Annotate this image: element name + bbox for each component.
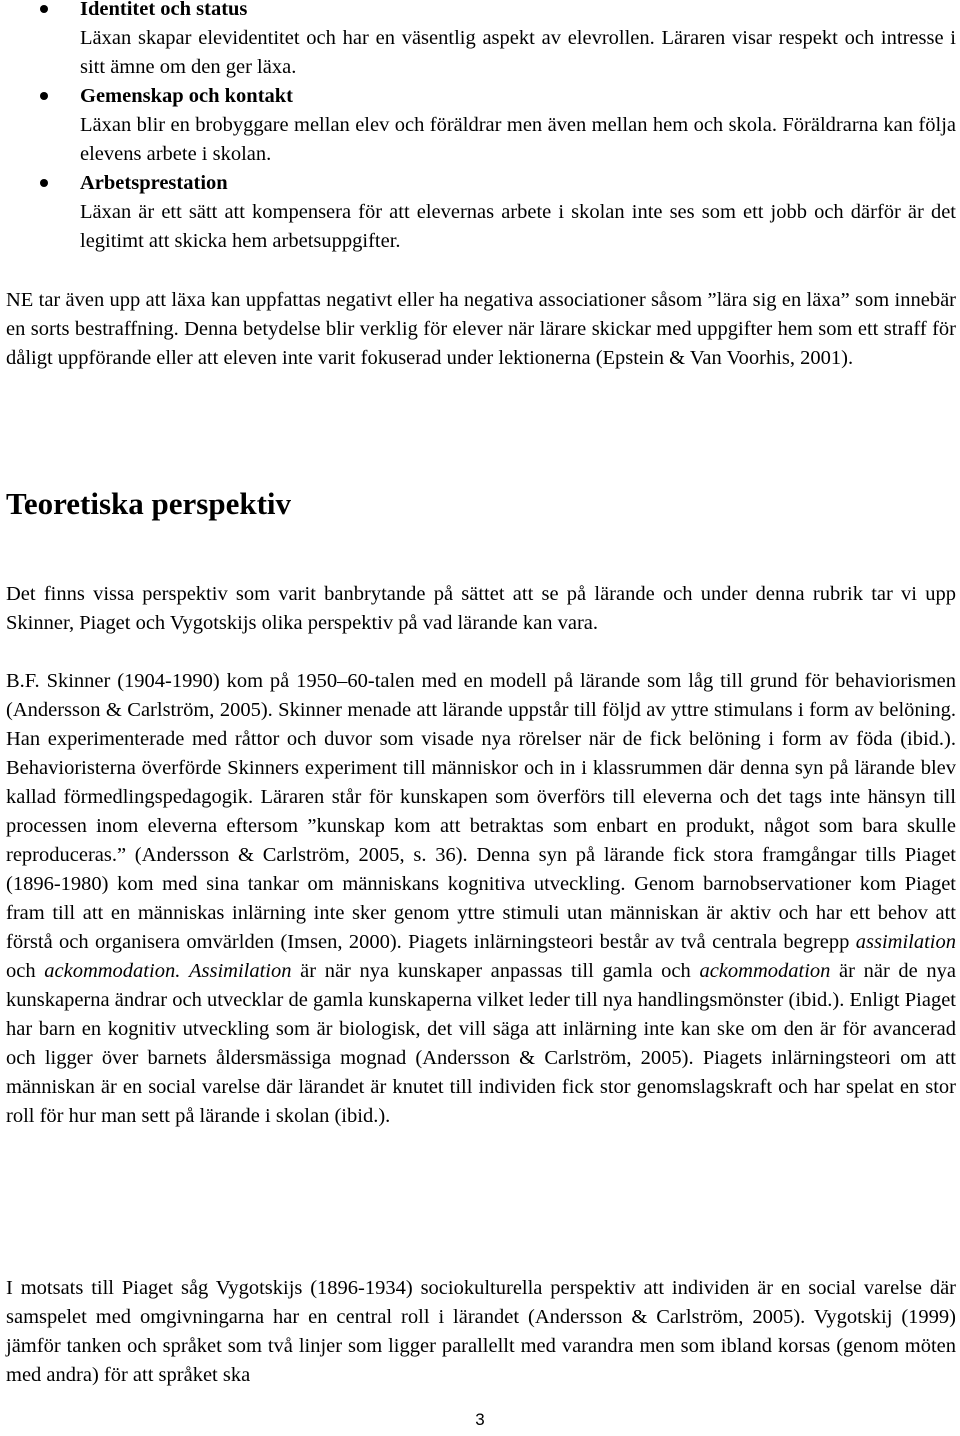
bullet-title: Identitet och status xyxy=(80,0,248,20)
paragraph-intro: Det finns vissa perspektiv som varit banbrytande på sättet att se på lärande och under denna rubrik tar vi upp Skinner, Piaget och Vygotskijs olika perspektiv på vad lärande kan vara. xyxy=(6,583,956,634)
term-ackommodation: ackommodation. xyxy=(44,960,181,982)
paragraph-ne: NE tar även upp att läxa kan uppfattas negativt eller ha negativa associationer såsom ”lära sig en läxa” som innebär en sorts bestraffning. Denna betydelse blir verklig för elever när lärare skickar med uppgifter hem som ett straff för dåligt uppförande eller att eleven inte varit fokuserad under lektionerna (Epstein & Van Voorhis, 2001). xyxy=(6,289,956,369)
term-assimilation-cap: Assimilation xyxy=(188,960,292,982)
section-heading: Teoretiska perspektiv xyxy=(6,486,292,521)
bullet-item-gemenskap xyxy=(0,82,956,169)
bullet-text: Läxan är ett sätt att kompensera för att elevernas arbete i skolan inte ses som ett jobb och därför är det legitimt att skicka hem arbetsuppgifter. xyxy=(80,201,956,252)
page-number: 3 xyxy=(475,1410,485,1429)
bullet-text: Läxan skapar elevidentitet och har en väsentlig aspekt av elevrollen. Läraren visar respekt och intresse i sitt ämne om den ger läxa. xyxy=(80,27,956,78)
paragraph-text: är när de nya kunskaperna ändrar och utvecklar de gamla kunskaperna vilket leder till nya handlingsmönster (ibid.). Enligt Piaget har barn en kognitiv utveckling som är biologisk, det vill säga att inlärning inte kan ske om den är för avancerad och ligger över barnets åldersmässiga mognad (Andersson & Carlström, 2005). Piagets inlärningsteori om att människan är en social varelse där lärandet är knutet till individen fick stor genomslagskraft och har spelat en stor roll för hur man sett på lärande i skolan (ibid.). xyxy=(6,960,957,1127)
paragraph-text xyxy=(180,960,189,982)
bullet-dot-icon xyxy=(40,179,48,187)
term-ackommodation-2: ackommodation xyxy=(699,960,831,982)
paragraph-skinner-piaget xyxy=(6,667,956,1131)
bullet-dot-icon xyxy=(40,92,48,100)
bullet-dot-icon xyxy=(40,5,48,13)
paragraph-vygotsky: I motsats till Piaget såg Vygotskijs (1896-1934) sociokulturella perspektiv att individen är en social varelse där samspelet med omgivningarna har en central roll i lärandet (Andersson & Carlström, 2005). Vygotskij (1999) jämför tanken och språket som två linjer som ligger parallellt med varandra men som ibland korsas (genom möten med andra) för att språket ska xyxy=(6,1277,956,1386)
paragraph-text: och xyxy=(6,960,45,982)
bullet-text: Läxan blir en brobyggare mellan elev och föräldrar men även mellan hem och skola. Föräldrarna kan följa elevens arbete i skolan. xyxy=(80,114,956,165)
bullet-list xyxy=(0,0,956,256)
paragraph-text: B.F. Skinner (1904-1990) kom på 1950–60-talen med en modell på lärande som låg till grund för behaviorismen (Andersson & Carlström, 2005). Skinner menade att lärande uppstår till följd av yttre stimulans i form av belöning. Han experimenterade med råttor och duvor som visade nya rörelser när de fick belöning i form av föda (ibid.). Behavioristerna överförde Skinners experiment till människor och in i klassrummen där denna syn på lärande blev kallad förmedlingspedagogik. Läraren står för kunskapen som överförs till eleverna och det tags inte hänsyn till processen inom eleverna eftersom ”kunskap kom att betraktas som enbart en produkt, något som bara skulle reproduceras.” (Andersson & Carlström, 2005, s. 36). Denna syn på lärande fick stora framgångar tills Piaget (1896-1980) kom med sina tankar om människans kognitiva utveckling. Genom barnobservationer kom Piaget fram till att en människas inlärning inte sker genom yttre stimuli utan människan är aktiv och har ett behov att förstå och organisera omvärlden (Imsen, 2000). Piagets inlärningsteori består av två centrala begrepp xyxy=(6,670,956,953)
bullet-item-arbetsprestation xyxy=(0,169,956,256)
term-assimilation: assimilation xyxy=(855,931,956,953)
bullet-title: Arbetsprestation xyxy=(80,172,228,194)
bullet-title: Gemenskap och kontakt xyxy=(80,85,294,107)
paragraph-text: är när nya kunskaper anpassas till gamla och xyxy=(291,960,700,982)
bullet-item-identitet xyxy=(0,0,956,82)
